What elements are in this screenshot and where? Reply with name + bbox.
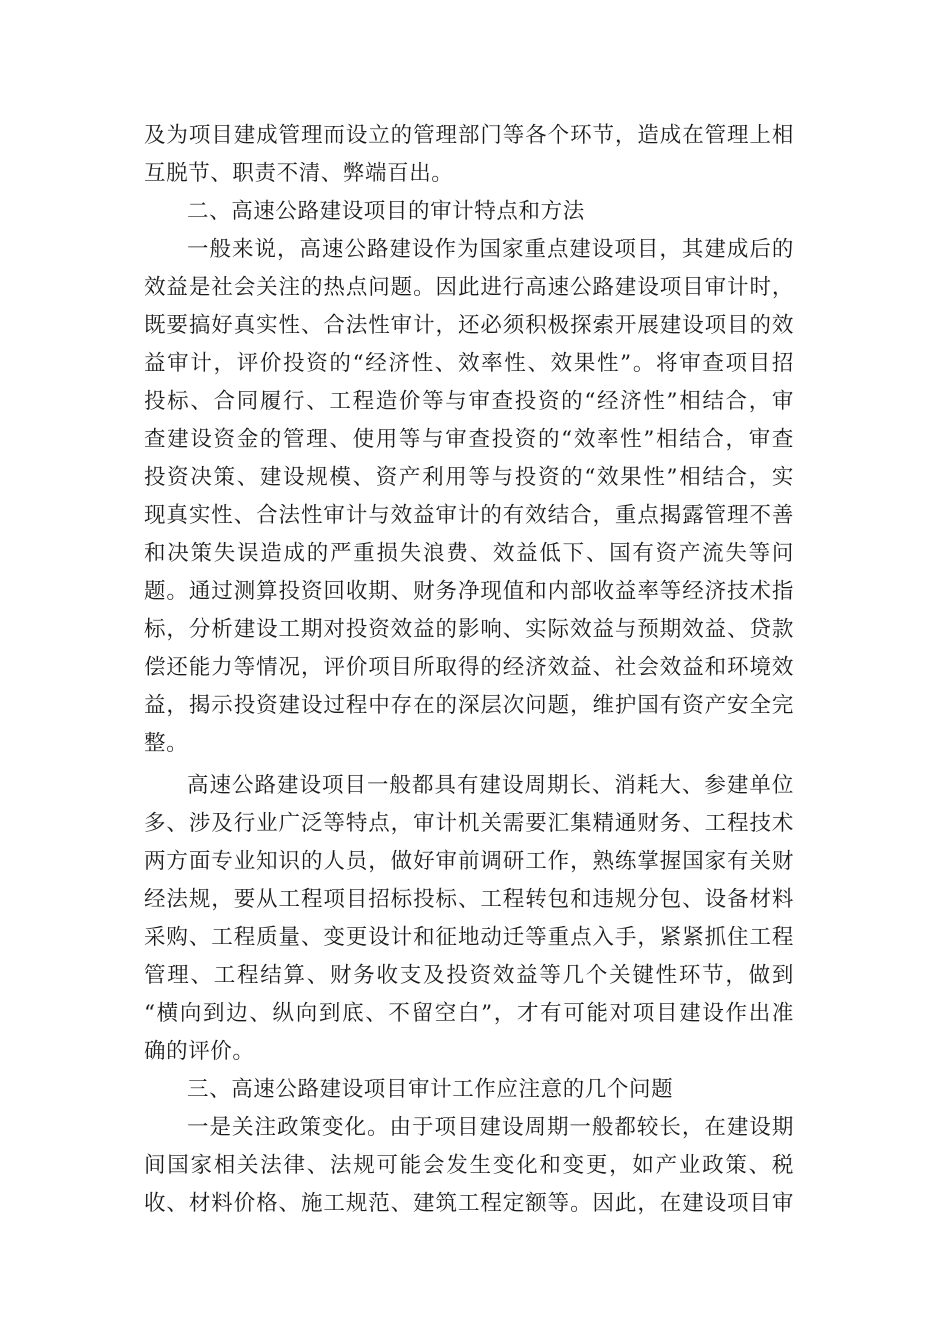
text-line: 高速公路建设项目一般都具有建设周期长、消耗大、参建单位 — [187, 773, 794, 798]
text-line: 题。通过测算投资回收期、财务净现值和内部收益率等经济技术指 — [144, 579, 794, 604]
text-line: 一般来说，高速公路建设作为国家重点建设项目，其建成后的 — [187, 237, 794, 262]
text-line: 效益是社会关注的热点问题。因此进行高速公路建设项目审计时， — [144, 275, 794, 300]
section-heading: 三、高速公路建设项目审计工作应注意的几个问题 — [187, 1077, 674, 1102]
section-heading: 二、高速公路建设项目的审计特点和方法 — [187, 199, 585, 224]
text-line: 现真实性、合法性审计与效益审计的有效结合，重点揭露管理不善 — [144, 503, 794, 528]
text-line: 益，揭示投资建设过程中存在的深层次问题，维护国有资产安全完 — [144, 693, 794, 718]
text-line: 既要搞好真实性、合法性审计，还必须积极探索开展建设项目的效 — [144, 313, 794, 338]
text-line: 及为项目建成管理而设立的管理部门等各个环节，造成在管理上相 — [144, 123, 794, 148]
text-line: 采购、工程质量、变更设计和征地动迁等重点入手，紧紧抓住工程 — [144, 925, 794, 950]
text-line: “横向到边、纵向到底、不留空白”，才有可能对项目建设作出准 — [144, 1001, 794, 1026]
text-line: 查建设资金的管理、使用等与审查投资的“效率性”相结合，审查 — [144, 427, 794, 452]
text-line: 两方面专业知识的人员，做好审前调研工作，熟练掌握国家有关财 — [144, 849, 794, 874]
text-line: 标，分析建设工期对投资效益的影响、实际效益与预期效益、贷款 — [144, 617, 794, 642]
text-line: 多、涉及行业广泛等特点，审计机关需要汇集精通财务、工程技术 — [144, 811, 794, 836]
text-line: 益审计，评价投资的“经济性、效率性、效果性”。将审查项目招 — [144, 351, 794, 376]
text-line: 整。 — [144, 731, 189, 756]
text-line: 确的评价。 — [144, 1039, 255, 1064]
text-line: 偿还能力等情况，评价项目所取得的经济效益、社会效益和环境效 — [144, 655, 794, 680]
text-line: 管理、工程结算、财务收支及投资效益等几个关键性环节，做到 — [144, 963, 794, 988]
text-line: 经法规，要从工程项目招标投标、工程转包和违规分包、设备材料 — [144, 887, 794, 912]
text-line: 间国家相关法律、法规可能会发生变化和变更，如产业政策、税 — [144, 1153, 794, 1178]
text-line: 收、材料价格、施工规范、建筑工程定额等。因此，在建设项目审 — [144, 1191, 794, 1216]
text-line: 和决策失误造成的严重损失浪费、效益低下、国有资产流失等问 — [144, 541, 794, 566]
text-line: 投标、合同履行、工程造价等与审查投资的“经济性”相结合，审 — [144, 389, 794, 414]
text-line: 投资决策、建设规模、资产利用等与投资的“效果性”相结合，实 — [144, 465, 794, 490]
text-line: 一是关注政策变化。由于项目建设周期一般都较长，在建设期 — [187, 1115, 794, 1140]
text-line: 互脱节、职责不清、弊端百出。 — [144, 161, 454, 186]
